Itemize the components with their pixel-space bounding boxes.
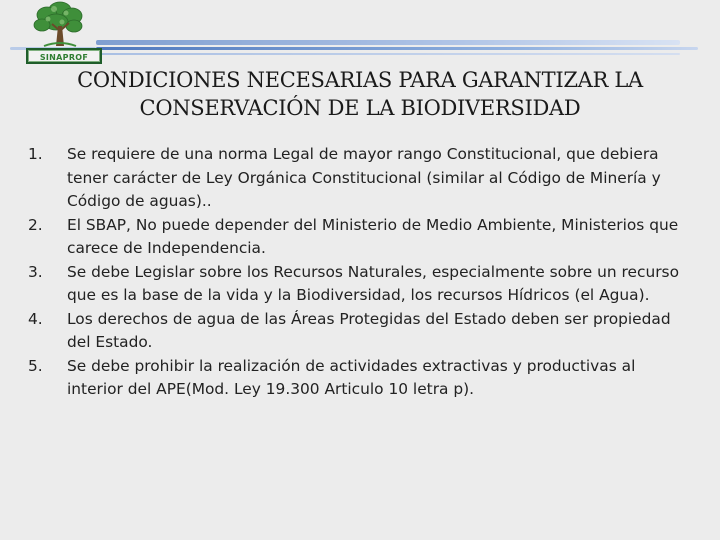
- list-item-text: Se debe prohibir la realización de actividades extractivas y productivas al interior del APE(Mod. Ley 19.300 Articulo 10 letra p).: [67, 356, 636, 398]
- list-item-number: 4.: [28, 309, 43, 328]
- list-item: [28, 214, 688, 261]
- list-item-text: El SBAP, No puede depender del Ministerio de Medio Ambiente, Ministerios que carece de Independencia.: [67, 215, 679, 257]
- list-item-number: 5.: [28, 356, 43, 375]
- conditions-list: [28, 143, 688, 402]
- slide-title-line-2: CONSERVACIÓN DE LA BIODIVERSIDAD: [139, 96, 581, 120]
- list-item: [28, 355, 688, 402]
- tree-icon: [14, 0, 94, 52]
- list-item: [28, 308, 688, 355]
- header-decor-bar-top: [96, 40, 680, 45]
- list-item: [28, 143, 688, 214]
- header-decor-bar-middle: [96, 47, 698, 50]
- logo-badge-text: SINAPROF: [26, 48, 102, 64]
- list-item-number: 2.: [28, 215, 43, 234]
- list-item-number: 1.: [28, 145, 43, 163]
- slide-title-line-1: CONDICIONES NECESARIAS PARA GARANTIZAR LA: [77, 68, 643, 92]
- list-item: [28, 261, 688, 308]
- header-decor-bar-bottom: [96, 53, 680, 55]
- slide-title: [40, 66, 680, 122]
- list-item-text: Se debe Legislar sobre los Recursos Naturales, especialmente sobre un recurso que es la base de la vida y la Biodiversidad, los recursos Hídricos (el Agua).: [67, 262, 679, 304]
- organization-logo: [14, 0, 94, 68]
- list-item-number: 3.: [28, 262, 43, 281]
- list-item-text: Se requiere de una norma Legal de mayor rango Constitucional, que debiera tener carácter de Ley Orgánica Constitucional (similar al Código de Minería y Código de aguas)..: [67, 145, 661, 210]
- list-item-text: Los derechos de agua de las Áreas Protegidas del Estado deben ser propiedad del Estado.: [67, 309, 671, 351]
